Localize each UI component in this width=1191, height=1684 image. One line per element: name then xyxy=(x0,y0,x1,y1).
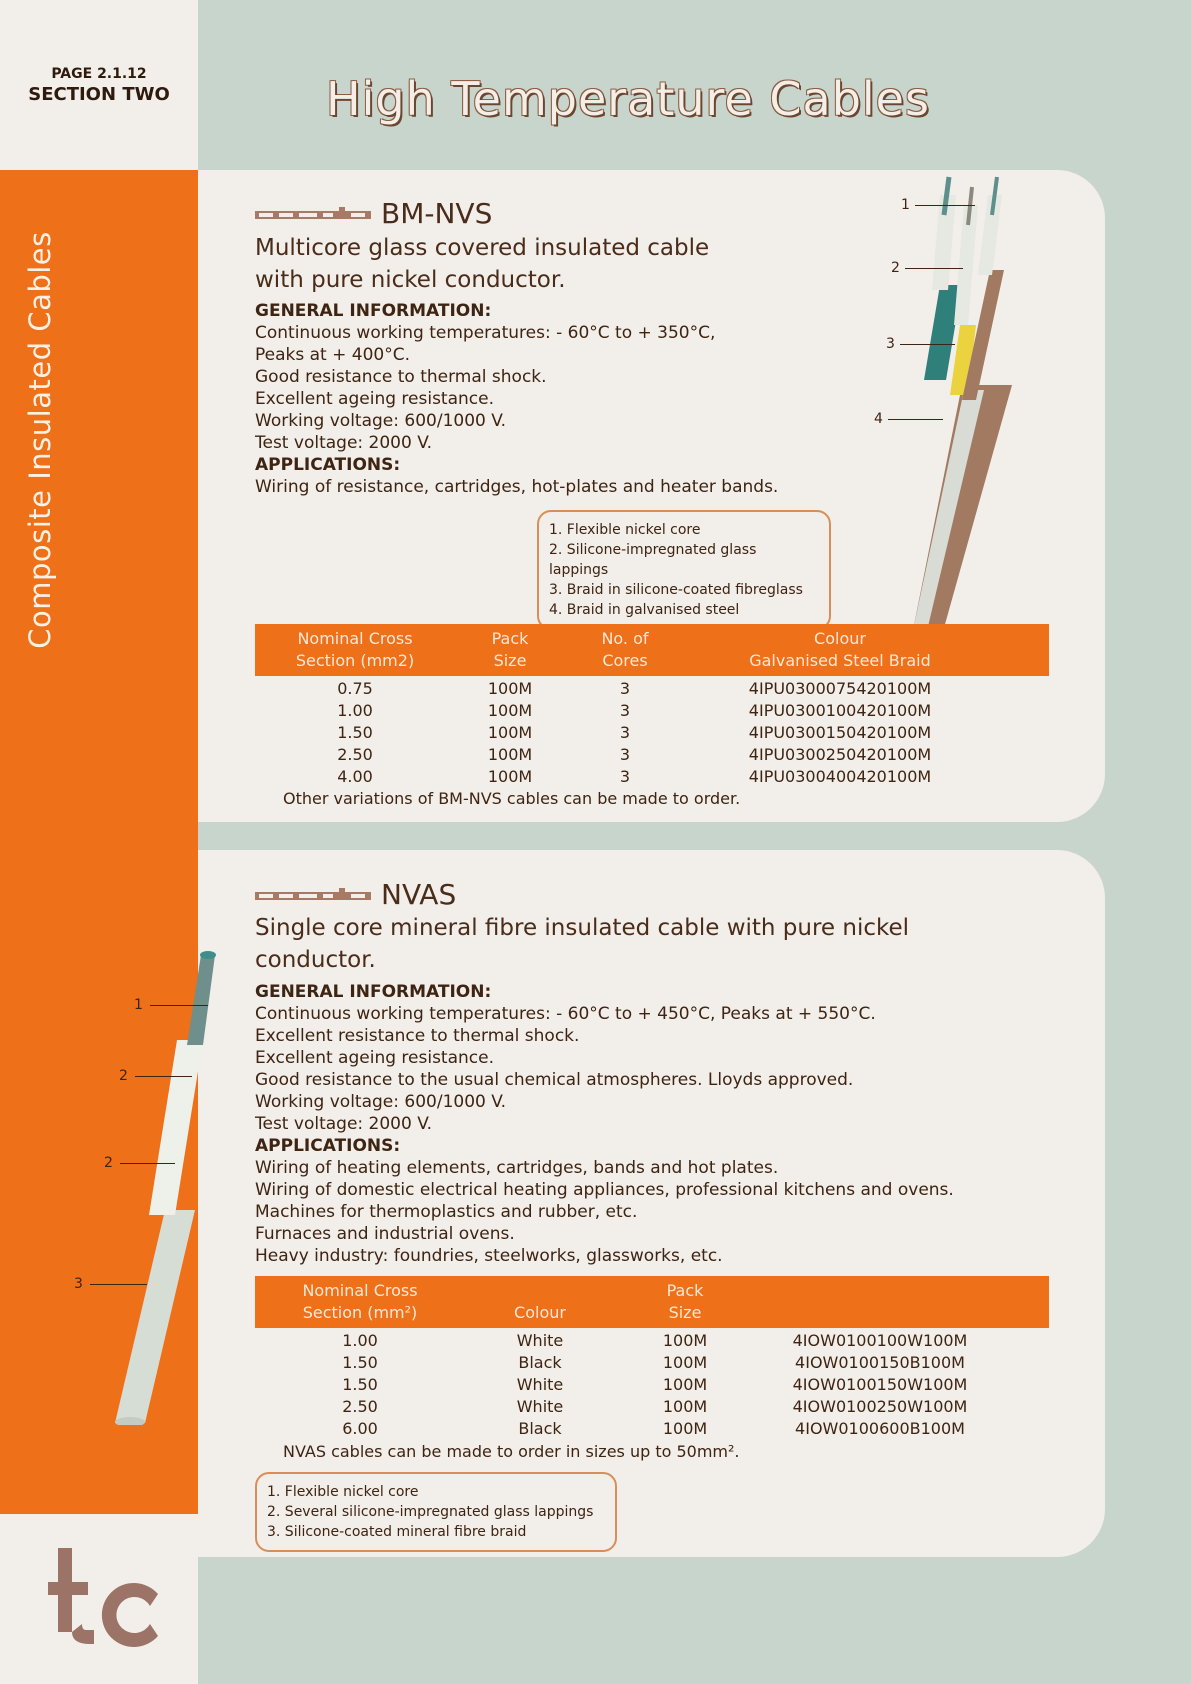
table-cell: 2.50 xyxy=(342,1397,378,1416)
product-subtitle xyxy=(255,912,909,976)
product-brand-bm-nvs xyxy=(255,197,492,230)
brand-logo-icon xyxy=(255,207,371,221)
table-row xyxy=(255,678,1049,700)
table-row xyxy=(255,1374,1049,1396)
callout-label: 1 xyxy=(901,197,910,213)
table-cell: 1.00 xyxy=(337,701,373,720)
table-cell: 3 xyxy=(619,745,631,764)
callout-label: 1 xyxy=(134,997,143,1013)
cable-illustration-bm-nvs xyxy=(880,175,1060,645)
table-cell: 4IPU0300400420100M xyxy=(748,767,932,786)
col-header xyxy=(455,628,565,672)
col-header xyxy=(465,1280,615,1324)
col-header-line: Galvanised Steel Braid xyxy=(749,651,931,670)
col-header-line: Colour xyxy=(814,629,866,648)
table-note: Other variations of BM-NVS cables can be made to order. xyxy=(283,789,741,808)
col-header-line: Cores xyxy=(602,651,648,670)
callout-line xyxy=(135,1076,192,1077)
table-row xyxy=(255,1396,1049,1418)
subtitle-line: Single core mineral fibre insulated cable with pure nickel xyxy=(255,915,910,941)
table-cell: 100M xyxy=(662,1375,708,1394)
table-cell: 6.00 xyxy=(342,1419,378,1438)
table-cell: 3 xyxy=(619,679,631,698)
info-line: Wiring of resistance, cartridges, hot-plates and heater bands. xyxy=(255,477,779,497)
table-cell: 4.00 xyxy=(337,767,373,786)
table-cell: 4IPU0300150420100M xyxy=(748,723,932,742)
col-header-line: Section (mm²) xyxy=(302,1303,418,1322)
table-cell: 1.00 xyxy=(342,1331,378,1350)
info-line: Excellent ageing resistance. xyxy=(255,1048,494,1068)
table-cell: 2.50 xyxy=(337,745,373,764)
callout-line xyxy=(915,205,975,206)
legend-item: 2. Several silicone-impregnated glass lappings xyxy=(267,1504,594,1520)
col-header-line: No. of xyxy=(601,629,649,648)
general-heading: GENERAL INFORMATION: xyxy=(255,982,492,1002)
product-name: BM-NVS xyxy=(381,197,493,230)
table-row xyxy=(255,1330,1049,1352)
table-cell: 1.50 xyxy=(342,1353,378,1372)
table-cell: 100M xyxy=(487,745,533,764)
table-cell: 3 xyxy=(619,701,631,720)
col-header-line: Size xyxy=(668,1303,702,1322)
info-line: Continuous working temperatures: - 60°C to + 450°C, Peaks at + 550°C. xyxy=(255,1004,876,1024)
table-cell: 4IOW0100150W100M xyxy=(792,1375,968,1394)
callout-label: 2 xyxy=(891,260,900,276)
callout-label: 3 xyxy=(74,1276,83,1292)
table-cell: White xyxy=(516,1331,564,1350)
legend-item: 4. Braid in galvanised steel xyxy=(549,602,740,618)
table-cell: 4IOW0100150B100M xyxy=(795,1353,965,1372)
col-header xyxy=(685,628,995,672)
table-row xyxy=(255,700,1049,722)
col-header xyxy=(615,1280,755,1324)
product-info xyxy=(255,981,954,1267)
subtitle-line: Multicore glass covered insulated cable xyxy=(255,235,710,261)
table-cell: 100M xyxy=(662,1397,708,1416)
table-cell: 4IOW0100250W100M xyxy=(792,1397,968,1416)
table-cell: 100M xyxy=(662,1353,708,1372)
table-cell: 4IPU0300250420100M xyxy=(748,745,932,764)
table-cell: White xyxy=(516,1375,564,1394)
callout-label: 2 xyxy=(119,1068,128,1084)
table-cell: Black xyxy=(518,1353,562,1372)
table-row xyxy=(255,766,1049,788)
legend-item: 1. Flexible nickel core xyxy=(549,522,701,538)
col-header-line xyxy=(465,1280,615,1302)
info-line: Working voltage: 600/1000 V. xyxy=(255,411,507,431)
tc-logo-icon xyxy=(46,1544,166,1648)
info-line: Machines for thermoplastics and rubber, etc. xyxy=(255,1202,638,1222)
callout-label: 4 xyxy=(874,411,883,427)
callout-line xyxy=(900,344,955,345)
side-title: Composite Insulated Cables xyxy=(23,231,57,649)
section-label: SECTION TWO xyxy=(28,84,170,105)
col-header-line: Nominal Cross xyxy=(297,629,413,648)
table-cell: 100M xyxy=(487,679,533,698)
table-cell: 3 xyxy=(619,767,631,786)
applications-heading: APPLICATIONS: xyxy=(255,1136,401,1156)
callout-label: 3 xyxy=(886,336,895,352)
table-cell: 1.50 xyxy=(342,1375,378,1394)
subtitle-line: conductor. xyxy=(255,947,376,973)
table-row xyxy=(255,722,1049,744)
table-cell: 100M xyxy=(487,701,533,720)
legend-item: 3. Silicone-coated mineral fibre braid xyxy=(267,1524,527,1540)
info-line: Continuous working temperatures: - 60°C to + 350°C, xyxy=(255,323,716,343)
table-cell: 0.75 xyxy=(337,679,373,698)
col-header-line: Pack xyxy=(666,1281,704,1300)
info-line: Good resistance to the usual chemical atmospheres. Lloyds approved. xyxy=(255,1070,854,1090)
table-cell: 100M xyxy=(487,767,533,786)
col-header-line: Size xyxy=(493,651,527,670)
callout-line xyxy=(905,268,963,269)
page-title: High Temperature Cables xyxy=(326,72,930,126)
table-cell: Black xyxy=(518,1419,562,1438)
legend-item: 1. Flexible nickel core xyxy=(267,1484,419,1500)
callout-label: 2 xyxy=(104,1155,113,1171)
page-number: PAGE 2.1.12 xyxy=(51,66,147,82)
component-legend xyxy=(255,1472,617,1552)
info-line: Good resistance to thermal shock. xyxy=(255,367,547,387)
applications-heading: APPLICATIONS: xyxy=(255,455,401,475)
table-row xyxy=(255,1418,1049,1440)
info-line: Excellent resistance to thermal shock. xyxy=(255,1026,580,1046)
spec-table-header xyxy=(255,1276,1049,1328)
col-header xyxy=(255,1280,465,1324)
cable-illustration-nvas xyxy=(105,945,235,1425)
brand-logo-icon xyxy=(255,888,371,902)
col-header xyxy=(565,628,685,672)
legend-item: 3. Braid in silicone-coated fibreglass xyxy=(549,582,803,598)
table-cell: 4IOW0100100W100M xyxy=(792,1331,968,1350)
table-cell: 4IPU0300100420100M xyxy=(748,701,932,720)
info-line: Wiring of heating elements, cartridges, bands and hot plates. xyxy=(255,1158,779,1178)
callout-line xyxy=(90,1284,147,1285)
product-subtitle xyxy=(255,232,709,296)
table-cell: 100M xyxy=(662,1331,708,1350)
info-line: Excellent ageing resistance. xyxy=(255,389,494,409)
table-cell: 100M xyxy=(487,723,533,742)
info-line: Working voltage: 600/1000 V. xyxy=(255,1092,507,1112)
callout-line xyxy=(150,1005,208,1006)
table-cell: 4IOW0100600B100M xyxy=(795,1419,965,1438)
product-name: NVAS xyxy=(381,878,457,911)
col-header-line: Nominal Cross xyxy=(302,1281,418,1300)
table-cell: 1.50 xyxy=(337,723,373,742)
info-line: Test voltage: 2000 V. xyxy=(255,433,433,453)
table-cell: 4IPU0300075420100M xyxy=(748,679,932,698)
product-brand-nvas xyxy=(255,878,456,911)
info-line: Peaks at + 400°C. xyxy=(255,345,410,365)
callout-line xyxy=(120,1163,175,1164)
info-line: Test voltage: 2000 V. xyxy=(255,1114,433,1134)
legend-item: 2. Silicone-impregnated glass lappings xyxy=(549,542,757,578)
table-row xyxy=(255,1352,1049,1374)
table-cell: 100M xyxy=(662,1419,708,1438)
subtitle-line: with pure nickel conductor. xyxy=(255,267,566,293)
col-header xyxy=(255,628,455,672)
table-cell: White xyxy=(516,1397,564,1416)
table-row xyxy=(255,744,1049,766)
callout-line xyxy=(888,419,943,420)
info-line: Wiring of domestic electrical heating appliances, professional kitchens and ovens. xyxy=(255,1180,954,1200)
component-legend xyxy=(537,510,831,630)
info-line: Furnaces and industrial ovens. xyxy=(255,1224,515,1244)
info-line: Heavy industry: foundries, steelworks, glassworks, etc. xyxy=(255,1246,723,1266)
spec-table-header xyxy=(255,624,1049,676)
table-cell: 3 xyxy=(619,723,631,742)
general-heading: GENERAL INFORMATION: xyxy=(255,301,492,321)
col-header-line: Pack xyxy=(491,629,529,648)
col-header-line: Section (mm2) xyxy=(295,651,415,670)
table-note: NVAS cables can be made to order in sizes up to 50mm². xyxy=(283,1442,740,1461)
product-info xyxy=(255,300,778,498)
col-header-line: Colour xyxy=(514,1303,566,1322)
